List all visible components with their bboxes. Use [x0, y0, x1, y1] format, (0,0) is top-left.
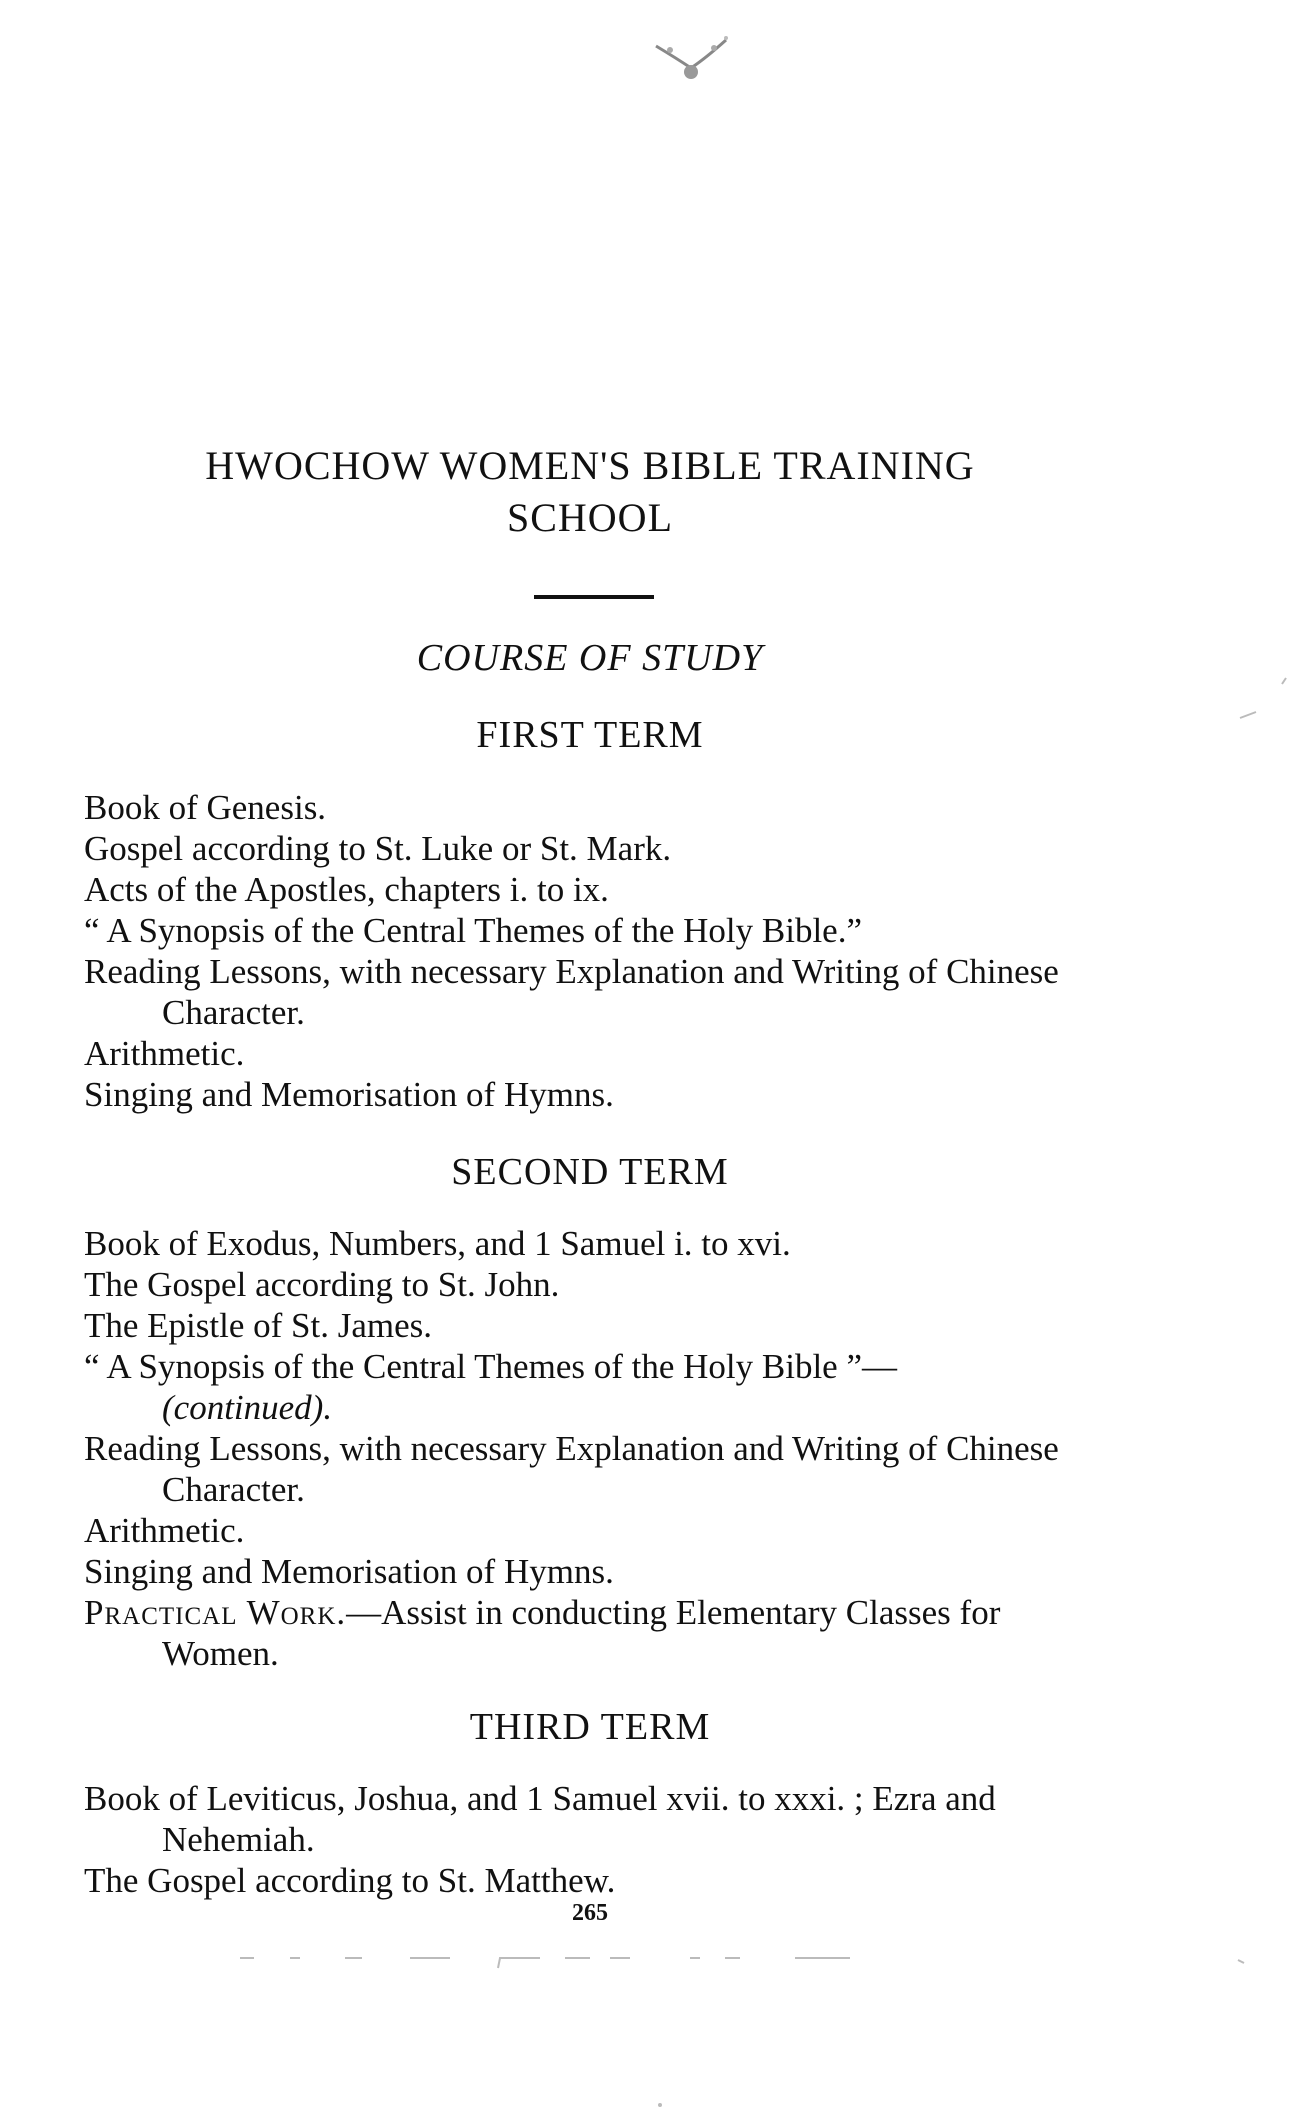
- practical-work-text: —Assist in conducting Elementary Classes for Women.: [162, 1593, 1001, 1673]
- list-item: Acts of the Apostles, chapters i. to ix.: [84, 870, 609, 909]
- list-item: The Gospel according to St. Matthew.: [84, 1861, 616, 1900]
- list-item: Book of Genesis.: [84, 788, 327, 827]
- second-term-list: [84, 1223, 1094, 1674]
- term-heading-third: THIRD TERM: [469, 1706, 711, 1748]
- list-item: The Gospel according to St. John.: [84, 1265, 560, 1304]
- term-heading-first: FIRST TERM: [476, 714, 704, 756]
- list-item: The Epistle of St. James.: [84, 1306, 433, 1345]
- course-of-study-heading: COURSE OF STUDY: [416, 637, 764, 679]
- synopsis-text: “ A Synopsis of the Central Themes of the Holy Bible ”—: [84, 1347, 897, 1386]
- list-item: Singing and Memorisation of Hymns.: [84, 1075, 614, 1114]
- list-item: Book of Exodus, Numbers, and 1 Samuel i. to xvi.: [84, 1224, 791, 1263]
- list-item: Book of Leviticus, Joshua, and 1 Samuel xvii. to xxxi. ; Ezra and Nehemiah.: [84, 1779, 996, 1859]
- list-item: Arithmetic.: [84, 1034, 245, 1073]
- term-heading-second: SECOND TERM: [451, 1151, 729, 1193]
- title-divider: [534, 595, 654, 599]
- page-number: 265: [572, 1900, 608, 1926]
- continued-note: (continued).: [162, 1388, 333, 1427]
- first-term-list: [84, 787, 1094, 1115]
- list-item: “ A Synopsis of the Central Themes of the Holy Bible.”: [84, 911, 862, 950]
- third-term-list: [84, 1778, 1094, 1901]
- title-line-2: SCHOOL: [506, 495, 674, 540]
- list-item: Singing and Memorisation of Hymns.: [84, 1552, 614, 1591]
- practical-work-label: Practical Work.: [84, 1593, 347, 1632]
- list-item: Arithmetic.: [84, 1511, 245, 1550]
- list-item: Reading Lessons, with necessary Explanation and Writing of Chinese Character.: [84, 952, 1059, 1032]
- document-title: [0, 440, 1180, 544]
- list-item: [84, 1346, 1094, 1428]
- ornament-icon: [646, 28, 736, 88]
- title-line-1: HWOCHOW WOMEN'S BIBLE TRAINING: [205, 443, 975, 488]
- list-item: Reading Lessons, with necessary Explanation and Writing of Chinese Character.: [84, 1429, 1059, 1509]
- list-item: [84, 1592, 1094, 1674]
- list-item: Gospel according to St. Luke or St. Mark.: [84, 829, 672, 868]
